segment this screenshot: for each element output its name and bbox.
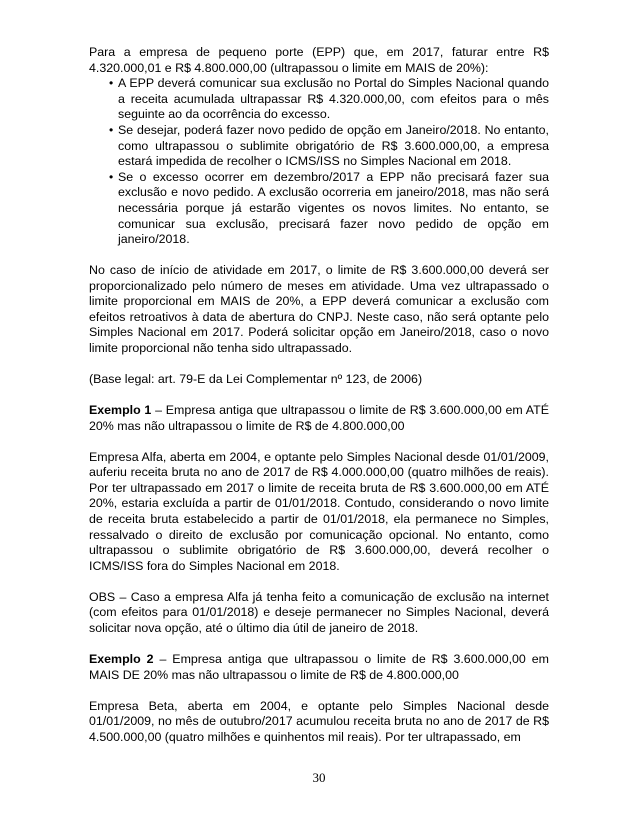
bullet-item [89,76,549,123]
bullet-text: Se desejar, poderá fazer novo pedido de opção em Janeiro/2018. No entanto, como ultrapassou o sublimite obrigatório de R$ 3.600.000,00, a empresa estará impedida de recolher o ICMS/ISS no Simples Nacional em 2018. [118,122,549,169]
bullet-icon: • [109,122,114,137]
bullet-icon: • [109,169,114,184]
empresa-beta-paragraph: Empresa Beta, aberta em 2004, e optante pelo Simples Nacional desde 01/01/2009, no mês de outubro/2017 acumulou receita bruta no ano de 2017 de R$ 4.500.000,00 (quatro milhões e quinhentos mil reais). Por ter ultrapassado, em [89,698,549,744]
exemplo-2-heading [89,652,549,683]
empresa-alfa-paragraph: Empresa Alfa, aberta em 2004, e optante pelo Simples Nacional desde 01/01/2009, auferiu receita bruta no ano de 2017 de R$ 4.000.000,00 (quatro milhões de reais). Por ter ultrapassado em 2017 o limite de receita bruta de R$ 3.600.000,00 em ATÉ 20%, estaria excluída a partir de 01/01/2018. Contudo, considerando o novo limite de receita bruta estabelecido a partir de 01/01/2018, ela permanece no Simples, ressalvado o direito de exclusão por comunicação opcional. No entanto, como ultrapassou o sublimite obrigatório de R$ 3.600.000,00, deverá recolher o ICMS/ISS fora do Simples Nacional em 2018. [89,449,549,573]
page-number: 30 [312,770,326,785]
base-legal-paragraph: (Base legal: art. 79-E da Lei Complementar nº 123, de 2006) [89,372,423,387]
bullet-text: A EPP deverá comunicar sua exclusão no Portal do Simples Nacional quando a receita acumulada ultrapassar R$ 4.320.000,00, com efeitos para o mês seguinte ao da ocorrência do excesso. [118,76,549,122]
bullet-item [89,170,549,248]
exemplo-1-text: – Empresa antiga que ultrapassou o limite de R$ 3.600.000,00 em ATÉ 20% mas não ultrapassou o limite de R$ de 4.800.000,00 [89,403,549,433]
obs-paragraph: OBS – Caso a empresa Alfa já tenha feito a comunicação de exclusão na internet (com efeitos para 01/01/2018) e deseje permanecer no Simples Nacional, deverá solicitar nova opção, até o último dia útil de janeiro de 2018. [89,589,549,635]
bullet-text: Se o excesso ocorrer em dezembro/2017 a EPP não precisará fazer sua exclusão e novo pedido. A exclusão ocorreria em janeiro/2018, mas não será necessária porque já estarão vigentes os novos limites. No entanto, se comunicar sua exclusão, precisará fazer novo pedido de opção em janeiro/2018. [118,169,549,247]
bullet-list [89,76,549,248]
exemplo-1-label: Exemplo 1 [89,403,152,418]
exemplo-2-text: – Empresa antiga que ultrapassou o limite de R$ 3.600.000,00 em MAIS DE 20% mas não ultrapassou o limite de R$ de 4.800.000,00 [89,651,549,682]
bullet-icon: • [109,76,114,91]
page-content [89,45,549,745]
exemplo-2-label: Exemplo 2 [89,651,154,666]
bullet-item [89,123,549,170]
intro-paragraph: Para a empresa de pequeno porte (EPP) que, em 2017, faturar entre R$ 4.320.000,01 e R$ 4.800.000,00 (ultrapassou o limite em MAIS de 20%): [89,45,549,75]
exemplo-1-heading [89,403,549,434]
inicio-atividade-paragraph: No caso de início de atividade em 2017, o limite de R$ 3.600.000,00 deverá ser proporcionalizado pelo número de meses em atividade. Uma vez ultrapassado o limite proporcional em MAIS de 20%, a EPP deverá comunicar a exclusão com efeitos retroativos à data de abertura do CNPJ. Neste caso, não será optante pelo Simples Nacional em 2017. Poderá solicitar opção em Janeiro/2018, caso o novo limite proporcional não tenha sido ultrapassado. [89,263,549,356]
